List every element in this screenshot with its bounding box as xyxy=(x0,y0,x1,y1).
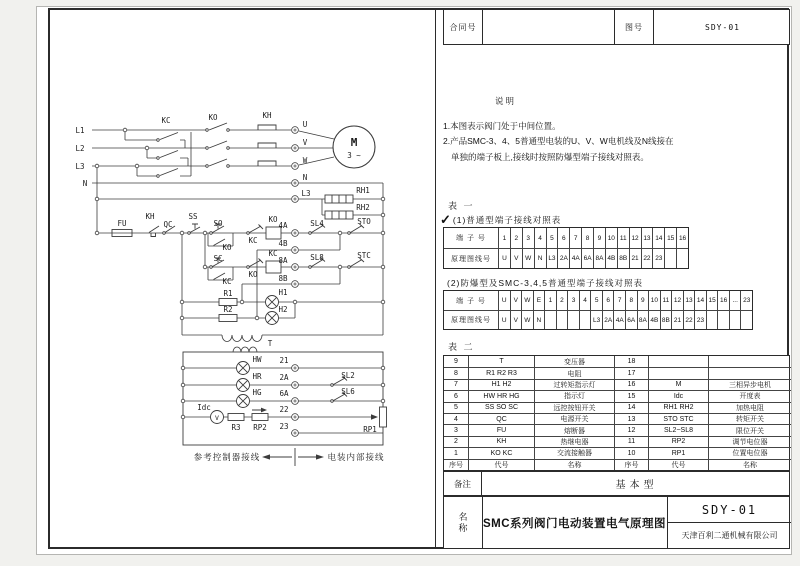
terminal-cell xyxy=(556,311,568,329)
row-header: 原理图线号 xyxy=(451,255,491,263)
terminal-cell: 6 xyxy=(602,291,614,310)
schematic-labels xyxy=(75,111,384,462)
schematic-label-4A: 4A xyxy=(278,221,288,230)
terminal-cell: 8A xyxy=(593,249,605,268)
component-cell xyxy=(708,356,791,367)
component-cell: 开度表 xyxy=(708,390,791,401)
checkmark-icon: ✓ xyxy=(440,212,452,227)
terminal-cell xyxy=(717,311,729,329)
terminal-cell: 16 xyxy=(717,291,729,310)
component-cell: 电源开关 xyxy=(534,413,614,424)
schematic-label-SC: SC xyxy=(213,254,223,263)
terminal-cell: 13 xyxy=(641,228,653,248)
terminal-cell: V xyxy=(510,249,522,268)
schematic-label-KO: KO xyxy=(248,270,258,279)
panel-divider xyxy=(435,9,436,549)
schematic-label-KO: KO xyxy=(268,215,278,224)
terminal-cell: 4B xyxy=(605,249,617,268)
schematic-label-SL8: SL8 xyxy=(310,253,324,262)
schematic-label-KH: KH xyxy=(262,111,272,120)
schematic-label-SO: SO xyxy=(213,219,223,228)
component-cell xyxy=(708,367,791,378)
name-label: 名称 xyxy=(444,497,483,548)
component-cell xyxy=(648,367,708,378)
terminal-cell: 4A xyxy=(569,249,581,268)
terminal-cell: V xyxy=(510,291,522,310)
resistor-R2 xyxy=(219,315,237,322)
terminal-table-explosionproof xyxy=(443,290,753,330)
component-cell: 位置电位器 xyxy=(708,447,791,458)
note-line-1: 1.本图表示阀门处于中间位置。 xyxy=(443,120,561,131)
terminal-cell: 11 xyxy=(617,228,629,248)
schematic-label-KC: KC xyxy=(248,236,258,245)
component-cell: 8 xyxy=(444,367,468,378)
component-cell: 5 xyxy=(444,402,468,413)
component-cell: 14 xyxy=(614,402,648,413)
table-row xyxy=(444,248,688,268)
terminal-cell: 3 xyxy=(522,228,534,248)
schematic-label-V: V xyxy=(215,414,219,422)
terminal-cell: 2A xyxy=(557,249,569,268)
note-line-3: 单独的端子板上,接线时按照防爆型端子接线对照表。 xyxy=(451,151,649,162)
terminal-cell: 23 xyxy=(652,249,664,268)
schematic-label-8B: 8B xyxy=(278,274,288,283)
component-cell: M xyxy=(648,379,708,390)
component-cell: 18 xyxy=(614,356,648,367)
component-cell: 转矩开关 xyxy=(708,413,791,424)
schematic-label-参考控制器接线: 参考控制器接线 xyxy=(193,452,261,462)
schematic-label-QC: QC xyxy=(163,220,173,229)
terminal-cell: 4 xyxy=(579,291,591,310)
terminal-cell: 12 xyxy=(629,228,641,248)
terminal-cell: W xyxy=(522,249,534,268)
terminal-cell: 8 xyxy=(581,228,593,248)
terminal-cell: 15 xyxy=(664,228,676,248)
component-table xyxy=(443,355,790,471)
component-cell: 限位开关 xyxy=(708,424,791,435)
component-cell: 三相异步电机 xyxy=(708,379,791,390)
rp1-wiper-arrow xyxy=(371,414,378,420)
schematic-label-KC: KC xyxy=(161,116,171,125)
component-cell: 1 xyxy=(444,447,468,458)
terminal-cell: U xyxy=(498,311,510,329)
component-cell: 过转矩指示灯 xyxy=(534,379,614,390)
component-cell: H1 H2 xyxy=(468,379,534,390)
terminal-cell: 22 xyxy=(683,311,695,329)
component-cell: 15 xyxy=(614,390,648,401)
schematic-label-R3: R3 xyxy=(231,423,241,432)
schematic-label-FU: FU xyxy=(117,219,127,228)
legend-right-arrow xyxy=(316,454,324,459)
notes-section xyxy=(443,94,778,165)
terminal-cell: 23 xyxy=(694,311,706,329)
component-cell: 6 xyxy=(444,390,468,401)
component-cell: 熔断器 xyxy=(534,424,614,435)
row-header: 端 子 号 xyxy=(456,297,486,305)
component-cell: 3 xyxy=(444,424,468,435)
terminal-cell: U xyxy=(498,291,510,310)
terminal-cell: 4B xyxy=(648,311,660,329)
terminal-cell: 14 xyxy=(652,228,664,248)
terminal-cell: 22 xyxy=(641,249,653,268)
schematic-label-U: U xyxy=(302,120,308,129)
component-cell: 17 xyxy=(614,367,648,378)
schematic-label-23: 23 xyxy=(279,422,289,431)
terminal-cell: 4 xyxy=(534,228,546,248)
schematic-label-H2: H2 xyxy=(278,305,288,314)
component-cell: 交流接触器 xyxy=(534,447,614,458)
component-cell: 指示灯 xyxy=(534,390,614,401)
component-cell: 16 xyxy=(614,379,648,390)
schematic-label-8A: 8A xyxy=(278,256,288,265)
schematic-label-SL4: SL4 xyxy=(310,219,324,228)
drawing-number: SDY-01 xyxy=(668,497,791,523)
drawing-no-value: SDY-01 xyxy=(653,10,791,44)
schematic-label-电装内部接线: 电装内部接线 xyxy=(327,452,385,462)
note-line-2: 2.产品SMC-3、4、5普通型电装的U、V、W电机线及N线接在 xyxy=(443,136,674,146)
schematic-label-RP1: RP1 xyxy=(363,425,377,434)
component-cell: 变压器 xyxy=(534,356,614,367)
terminal-cell: 14 xyxy=(694,291,706,310)
schematic-label-M: M xyxy=(350,136,358,149)
terminal-cell xyxy=(706,311,718,329)
drawing-no-label: 图号 xyxy=(614,10,653,44)
component-cell: R1 R2 R3 xyxy=(468,367,534,378)
terminal-cell xyxy=(729,311,741,329)
table1-sub2-title: (2)防爆型及SMC-3,4,5普通型端子接线对照表 xyxy=(447,278,644,288)
rp2-wiper-arrow xyxy=(261,408,267,413)
terminal-cell: V xyxy=(510,311,522,329)
component-cell: 4 xyxy=(444,413,468,424)
terminal-cell xyxy=(544,311,556,329)
component-cell: Idc xyxy=(648,390,708,401)
terminal-cell: 9 xyxy=(637,291,649,310)
terminal-cell xyxy=(579,311,591,329)
terminal-cell: 13 xyxy=(683,291,695,310)
component-cell: 热继电器 xyxy=(534,436,614,447)
component-cell: 远控按钮开关 xyxy=(534,402,614,413)
component-cell: 11 xyxy=(614,436,648,447)
remark-label: 备注 xyxy=(444,472,482,495)
terminal-cell: 2A xyxy=(602,311,614,329)
component-cell: QC xyxy=(468,413,534,424)
schematic-label-Idc: Idc xyxy=(197,403,211,412)
schematic-label-KO: KO xyxy=(208,113,218,122)
schematic-label-3 ~: 3 ~ xyxy=(347,151,361,160)
potentiometer-RP2 xyxy=(252,414,268,421)
transformer-coils xyxy=(222,335,262,352)
component-cell: 序号 xyxy=(444,459,468,470)
component-cell: 加热电阻 xyxy=(708,402,791,413)
terminal-cell: U xyxy=(498,249,510,268)
drawing-no-company xyxy=(668,497,791,548)
terminal-cell: 12 xyxy=(671,291,683,310)
table1-caption: 表 一 xyxy=(448,201,475,211)
name-block xyxy=(443,496,790,549)
terminal-cell: 11 xyxy=(660,291,672,310)
terminal-cell: 8 xyxy=(625,291,637,310)
legend-left-arrow xyxy=(262,454,270,459)
terminal-cell: 15 xyxy=(706,291,718,310)
terminal-cell: 6A xyxy=(581,249,593,268)
terminal-cell: 21 xyxy=(629,249,641,268)
table-row xyxy=(444,310,752,329)
component-cell: KO KC xyxy=(468,447,534,458)
schematic-label-6A: 6A xyxy=(279,389,289,398)
terminal-cell: N xyxy=(534,249,546,268)
row-header: 端 子 号 xyxy=(456,235,486,242)
row-header: 原理图线号 xyxy=(451,317,491,324)
schematic-label-HG: HG xyxy=(252,388,262,397)
schematic-label-STC: STC xyxy=(357,251,371,260)
terminal-cell: 7 xyxy=(613,291,625,310)
terminal-cell: 3 xyxy=(567,291,579,310)
terminal-cell: 8B xyxy=(660,311,672,329)
schematic-label-21: 21 xyxy=(279,356,289,365)
schematic-label-L3: L3 xyxy=(75,162,85,171)
table-row xyxy=(444,291,752,310)
schematic-label-V: V xyxy=(302,138,308,147)
schematic-label-KC: KC xyxy=(222,277,232,286)
component-cell: 调节电位器 xyxy=(708,436,791,447)
contract-no-value xyxy=(482,10,614,44)
schematic-label-W: W xyxy=(302,156,308,165)
schematic-label-R1: R1 xyxy=(223,289,233,298)
component-cell: KH xyxy=(468,436,534,447)
secondary-box xyxy=(183,352,383,445)
schematic-label-SL6: SL6 xyxy=(341,387,355,396)
component-cell: STO STC xyxy=(648,413,708,424)
schematic-label-R2: R2 xyxy=(223,305,233,314)
company-name: 天津百利二通机械有限公司 xyxy=(681,531,778,540)
component-cell: 13 xyxy=(614,413,648,424)
schematic-label-RP2: RP2 xyxy=(253,423,267,432)
schematic-label-2A: 2A xyxy=(279,373,289,382)
terminal-cell: 7 xyxy=(569,228,581,248)
terminal-cell: 23 xyxy=(740,291,752,310)
table2-caption: 表 二 xyxy=(448,342,475,352)
schematic-label-SL2: SL2 xyxy=(341,371,355,380)
notes-heading: 说明 xyxy=(495,96,517,106)
terminal-cell: 10 xyxy=(648,291,660,310)
remark-value: 基本型 xyxy=(615,480,658,491)
schematic-label-N: N xyxy=(82,179,88,188)
resistor-R3 xyxy=(228,414,244,421)
component-cell: 电阻 xyxy=(534,367,614,378)
component-cell: 代号 xyxy=(648,459,708,470)
title-block-top xyxy=(443,9,790,45)
terminal-cell: 9 xyxy=(593,228,605,248)
schematic-label-L2: L2 xyxy=(75,144,85,153)
component-cell: FU xyxy=(468,424,534,435)
schematic-label-RH1: RH1 xyxy=(356,186,370,195)
component-cell: RP2 xyxy=(648,436,708,447)
terminal-cell xyxy=(676,249,688,268)
contract-no-label: 合同号 xyxy=(449,22,477,32)
terminal-cell: L3 xyxy=(546,249,558,268)
component-cell: 7 xyxy=(444,379,468,390)
component-cell: HW HR HG xyxy=(468,390,534,401)
terminal-cell: 21 xyxy=(671,311,683,329)
component-cell: SS SO SC xyxy=(468,402,534,413)
schematic-label-KH: KH xyxy=(145,212,155,221)
terminal-cell: L3 xyxy=(590,311,602,329)
schematic-label-H1: H1 xyxy=(278,288,288,297)
terminal-cell: ... xyxy=(729,291,741,310)
schematic-label-22: 22 xyxy=(279,405,289,414)
terminal-cell: 8A xyxy=(637,311,649,329)
terminal-cell: 1 xyxy=(544,291,556,310)
terminal-cell: 1 xyxy=(498,228,510,248)
potentiometer-RP1 xyxy=(380,407,387,427)
terminal-cell: W xyxy=(521,311,533,329)
schematic-label-RH2: RH2 xyxy=(356,203,370,212)
components xyxy=(112,126,387,445)
terminal-cell: 16 xyxy=(676,228,688,248)
schematic-label-KC: KC xyxy=(268,249,278,258)
schematic-label-T: T xyxy=(267,339,273,348)
terminal-cell: 10 xyxy=(605,228,617,248)
drawing-title: SMC系列阀门电动装置电气原理图 xyxy=(482,497,668,548)
component-cell: 10 xyxy=(614,447,648,458)
schematic-label-HW: HW xyxy=(252,355,262,364)
remark-block xyxy=(443,471,790,496)
terminal-cell: 5 xyxy=(590,291,602,310)
component-cell: 名称 xyxy=(708,459,791,470)
component-cell: RH1 RH2 xyxy=(648,402,708,413)
terminal-cell: 2 xyxy=(556,291,568,310)
component-cell: 名称 xyxy=(534,459,614,470)
terminal-cell: E xyxy=(533,291,545,310)
schematic-label-KO: KO xyxy=(222,243,232,252)
schematic-label-HR: HR xyxy=(252,372,262,381)
table-row xyxy=(444,228,688,248)
schematic-label-N: N xyxy=(302,173,308,182)
schematic-label-L1: L1 xyxy=(75,126,85,135)
terminal-cell xyxy=(567,311,579,329)
schematic-label-4B: 4B xyxy=(278,239,288,248)
terminal-cell xyxy=(664,249,676,268)
terminal-cell xyxy=(740,311,752,329)
terminal-table-normal xyxy=(443,227,689,269)
terminal-cell: N xyxy=(533,311,545,329)
table1-sub1-title: ✓(1)普通型端子接线对照表 xyxy=(440,212,562,227)
component-cell: 9 xyxy=(454,358,458,366)
component-cell: 代号 xyxy=(468,459,534,470)
terminal-cell: 4A xyxy=(613,311,625,329)
terminal-cell: W xyxy=(521,291,533,310)
schematic-label-SS: SS xyxy=(188,212,198,221)
component-cell: SL2~SL8 xyxy=(648,424,708,435)
terminal-cell: 2 xyxy=(510,228,522,248)
component-cell: 12 xyxy=(614,424,648,435)
component-cell: 序号 xyxy=(614,459,648,470)
terminals xyxy=(292,127,299,437)
terminal-cell: 6 xyxy=(557,228,569,248)
component-cell: RP1 xyxy=(648,447,708,458)
terminal-cell: 6A xyxy=(625,311,637,329)
schematic-label-L3: L3 xyxy=(301,189,311,198)
schematic-label-STO: STO xyxy=(357,217,371,226)
terminal-cell: 8B xyxy=(617,249,629,268)
terminal-cell: 5 xyxy=(546,228,558,248)
component-cell: 2 xyxy=(444,436,468,447)
component-cell xyxy=(648,356,708,367)
component-cell: T xyxy=(468,356,534,367)
